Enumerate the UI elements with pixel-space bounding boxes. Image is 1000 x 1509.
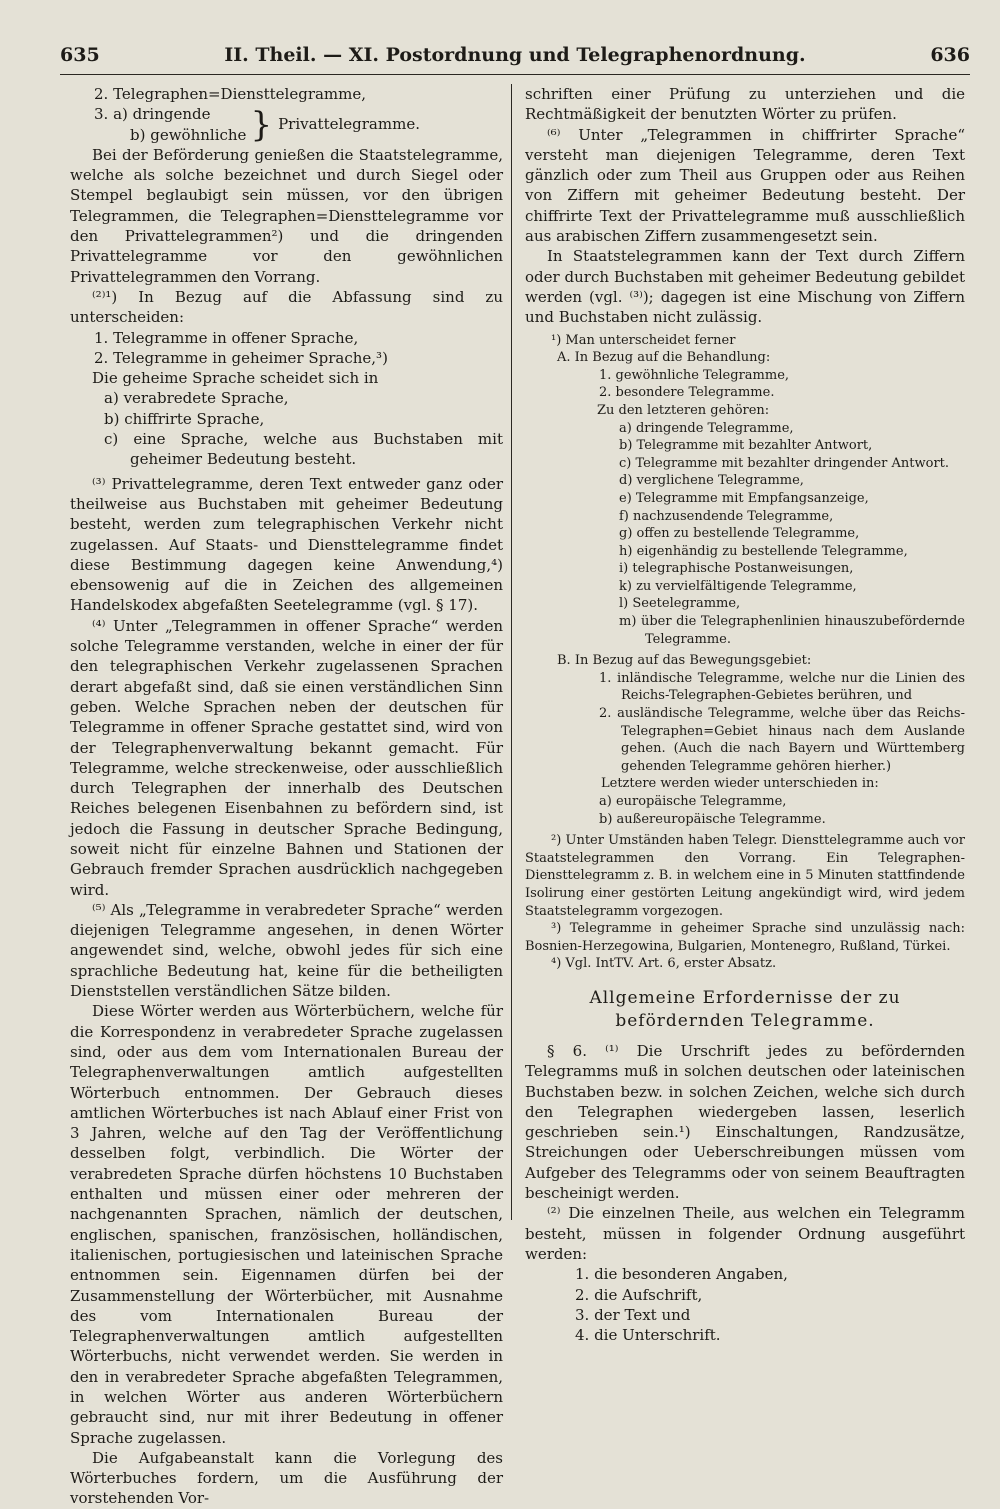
footnote: ⁴) Vgl. IntTV. Art. 6, erster Absatz.	[551, 956, 777, 972]
footnote-item: 1. gewöhnliche Telegramme,	[599, 367, 790, 383]
footnote: ³) Telegramme in geheimer Sprache sind unzulässig nach: Bosnien-Herzegowina, Bulgarien, Montenegro, Rußland, Türkei.	[525, 921, 965, 954]
brace-group	[70, 104, 503, 145]
footnote-item: l) Seetelegramme,	[619, 596, 741, 612]
footnote-item: 1. inländische Telegramme, welche nur die Linien des Reichs-Telegraphen-Gebietes berühren, und	[599, 670, 965, 704]
column-divider	[511, 84, 512, 1220]
paragraph: ⁽²⁾ Die einzelnen Theile, aus welchen ein Telegramm besteht, müssen in folgender Ordnung ausgeführt werden:	[525, 1204, 965, 1263]
list-item: 4. die Unterschrift.	[575, 1326, 721, 1345]
list-item: 3. a) dringende	[94, 105, 211, 124]
list-item: 3. der Text und	[575, 1305, 691, 1324]
list-item: b) gewöhnliche	[130, 125, 247, 144]
right-column	[525, 84, 965, 1345]
paragraph: ⁽³⁾ Privattelegramme, deren Text entweder ganz oder theilweise aus Buchstaben mit geheimer Bedeutung besteht, werden zum telegraphischen Verkehr nicht zugelassen. Auf Staats- und Diensttelegramme findet diese Bestimmung dagegen keine Anwendung,⁴) ebensowenig auf die in Zeichen des allgemeinen Handelskodex abgefaßten Seetelegramme (vgl. § 17).	[70, 474, 503, 615]
footnote-item: b) Telegramme mit bezahlter Antwort,	[619, 438, 873, 454]
paragraph: Diese Wörter werden aus Wörterbüchern, welche für die Korrespondenz in verabredeter Sprache zugelassen sind, oder aus dem vom Internationalen Bureau der Telegraphenverwaltungen amtlich aufgestellten Wörterbuch entnommen. Der Gebrauch dieses amtlichen Wörterbuches ist nach Ablauf einer Frist von 3 Jahren, welche auf den Tag der Veröffentlichung desselben folgt, verbindlich. Die Wörter der verabredeten Sprache dürfen höchstens 10 Buchstaben enthalten und müssen einer oder mehreren der nachgenannten Sprachen, nämlich der deutschen, englischen, spanischen, französischen, holländischen, italienischen, portugiesischen und lateinischen Sprache entnommen sein. Eigennamen dürfen bei der Zusammenstellung der Wörterbücher, mit Ausnahme des vom Internationalen Bureau der Telegraphenverwaltungen amtlich aufgestellten Wörterbuchs, nicht verwendet werden. Sie werden in den in verabredeter Sprache abgefaßten Telegrammen, in welchen Wörter aus anderen Wörterbüchern gebraucht sind, nur mit ihrer Bedeutung in offener Sprache zugelassen.	[70, 1002, 503, 1447]
list-item: a) verabredete Sprache,	[104, 389, 289, 408]
brace-items	[70, 104, 246, 145]
paragraph: ⁽²⁾¹) In Bezug auf die Abfassung sind zu unterscheiden:	[70, 287, 503, 327]
left-column	[70, 84, 503, 1509]
footnote-text: Zu den letzteren gehören:	[597, 402, 770, 418]
brace-label: Privattelegramme.	[278, 115, 420, 134]
footnote-item: c) Telegramme mit bezahlter dringender Antwort.	[619, 455, 950, 471]
section-heading: Allgemeine Erfordernisse der zu befördernden Telegramme.	[589, 987, 901, 1031]
footnote-item: b) außereuropäische Telegramme.	[599, 811, 826, 827]
footnote-text: Letztere werden wieder unterschieden in:	[601, 776, 879, 792]
page-number-left: 635	[60, 44, 100, 66]
brace-symbol: }	[250, 104, 273, 145]
footnote-item: a) dringende Telegramme,	[619, 420, 794, 436]
running-header	[60, 44, 970, 74]
list-item: 2. Telegraphen=Diensttelegramme,	[94, 85, 367, 103]
footnote: ¹) Man unterscheidet ferner	[551, 332, 736, 348]
list-item: 1. die besonderen Angaben,	[575, 1265, 788, 1284]
paragraph: schriften einer Prüfung zu unterziehen und die Rechtmäßigkeit der benutzten Wörter zu prüfen.	[525, 85, 965, 124]
footnote-item: e) Telegramme mit Empfangsanzeige,	[619, 490, 869, 506]
paragraph: ⁽⁵⁾ Als „Telegramme in verabredeter Sprache“ werden diejenigen Telegramme angesehen, in denen Wörter angewendet sind, welche, obwohl jedes für sich eine sprachliche Bedeutung hat, keine für die betheiligten Dienststellen verständlichen Sätze bilden.	[70, 900, 503, 1001]
paragraph: ⁽⁶⁾ Unter „Telegrammen in chiffrirter Sprache“ versteht man diejenigen Telegramme, deren Text gänzlich oder zum Theil aus Gruppen oder aus Reihen von Ziffern mit geheimer Bedeutung besteht. Der chiffrirte Text der Privattelegramme muß ausschließlich aus arabischen Ziffern zusammengesetzt sein.	[525, 125, 965, 246]
footnote-item: 2. besondere Telegramme.	[599, 385, 775, 401]
paragraph: ⁽⁴⁾ Unter „Telegrammen in offener Sprache“ werden solche Telegramme verstanden, welche in einer der für den telegraphischen Verkehr zugelassenen Sprachen derart abgefaßt sind, daß sie einen verständlichen Sinn geben. Welche Sprachen neben der deutschen für Telegramme in offener Sprache gestattet sind, wird von der Telegraphenverwaltung bekannt gemacht. Für Telegramme, welche streckenweise, oder ausschließlich durch Telegraphen der innerhalb des Deutschen Reiches belegenen Eisenbahnen zu befördern sind, ist jedoch die Fassung in deutscher Sprache Bedingung, soweit nicht für einzelne Bahnen und Stationen der Gebrauch fremder Sprachen ausdrücklich nachgegeben wird.	[70, 616, 503, 899]
footnote-item: g) offen zu bestellende Telegramme,	[619, 526, 860, 542]
footnote-heading: B. In Bezug auf das Bewegungsgebiet:	[557, 653, 812, 669]
footnote-item: m) über die Telegraphenlinien hinauszubefördernde Telegramme.	[619, 614, 965, 647]
footnote-item: d) verglichene Telegramme,	[619, 473, 804, 489]
paragraph: Die geheime Sprache scheidet sich in	[92, 369, 379, 388]
list-item: 1. Telegramme in offener Sprache,	[94, 328, 359, 347]
running-title: II. Theil. — XI. Postordnung und Telegraphenordnung.	[224, 44, 806, 66]
list-item: c) eine Sprache, welche aus Buchstaben mit geheimer Bedeutung besteht.	[104, 430, 503, 469]
paragraph: In Staatstelegrammen kann der Text durch Ziffern oder durch Buchstaben mit geheimer Bedeutung gebildet werden (vgl. ⁽³⁾); dagegen ist eine Mischung von Ziffern und Buchstaben nicht zulässig.	[525, 247, 965, 327]
footnote-item: 2. ausländische Telegramme, welche über das Reichs-Telegraphen=Gebiet hinaus nach dem Auslande gehen. (Auch die nach Bayern und Württemberg gehenden Telegramme gehören hierher.)	[599, 706, 965, 774]
footnote-item: a) europäische Telegramme,	[599, 794, 787, 809]
header-rule	[60, 74, 970, 75]
paragraph: Die Aufgabeanstalt kann die Vorlegung des Wörterbuches fordern, um die Ausführung der vorstehenden Vor-	[70, 1448, 503, 1508]
footnote-item: f) nachzusendende Telegramme,	[619, 508, 834, 524]
paragraph: § 6. ⁽¹⁾ Die Urschrift jedes zu befördernden Telegramms muß in solchen deutschen oder lateinischen Buchstaben bezw. in solchen Zeichen, welche sich durch den Telegraphen wiedergeben lassen, leserlich geschrieben sein.¹) Einschaltungen, Randzusätze, Streichungen oder Ueberschreibungen müssen vom Aufgeber des Telegramms oder von seinem Beauftragten bescheinigt werden.	[525, 1041, 965, 1203]
footnote-item: k) zu vervielfältigende Telegramme,	[619, 578, 857, 594]
footnotes	[525, 332, 965, 973]
list-item: 2. die Aufschrift,	[575, 1285, 703, 1304]
footnote: ²) Unter Umständen haben Telegr. Diensttelegramme auch vor Staatstelegrammen den Vorrang. Ein Telegraphen-Diensttelegramm z. B. in welchem eine in 5 Minuten stattfindende Isolirung einer gestörten Leitung angekündigt wird, wird jedem Staatstelegramm vorgezogen.	[525, 833, 965, 919]
footnote-item: i) telegraphische Postanweisungen,	[619, 561, 854, 577]
list-item: 2. Telegramme in geheimer Sprache,³)	[94, 348, 388, 367]
page-number-right: 636	[930, 44, 970, 66]
footnote-heading: A. In Bezug auf die Behandlung:	[557, 350, 771, 366]
footnote-item: h) eigenhändig zu bestellende Telegramme,	[619, 543, 908, 559]
paragraph: Bei der Beförderung genießen die Staatstelegramme, welche als solche bezeichnet und durch Siegel oder Stempel beglaubigt sein müssen, vor den übrigen Telegrammen, die Telegraphen=Diensttelegramme vor den Privattelegrammen²) und die dringenden Privattelegramme vor den gewöhnlichen Privattelegrammen den Vorrang.	[70, 145, 503, 286]
list-item: b) chiffrirte Sprache,	[104, 409, 265, 428]
